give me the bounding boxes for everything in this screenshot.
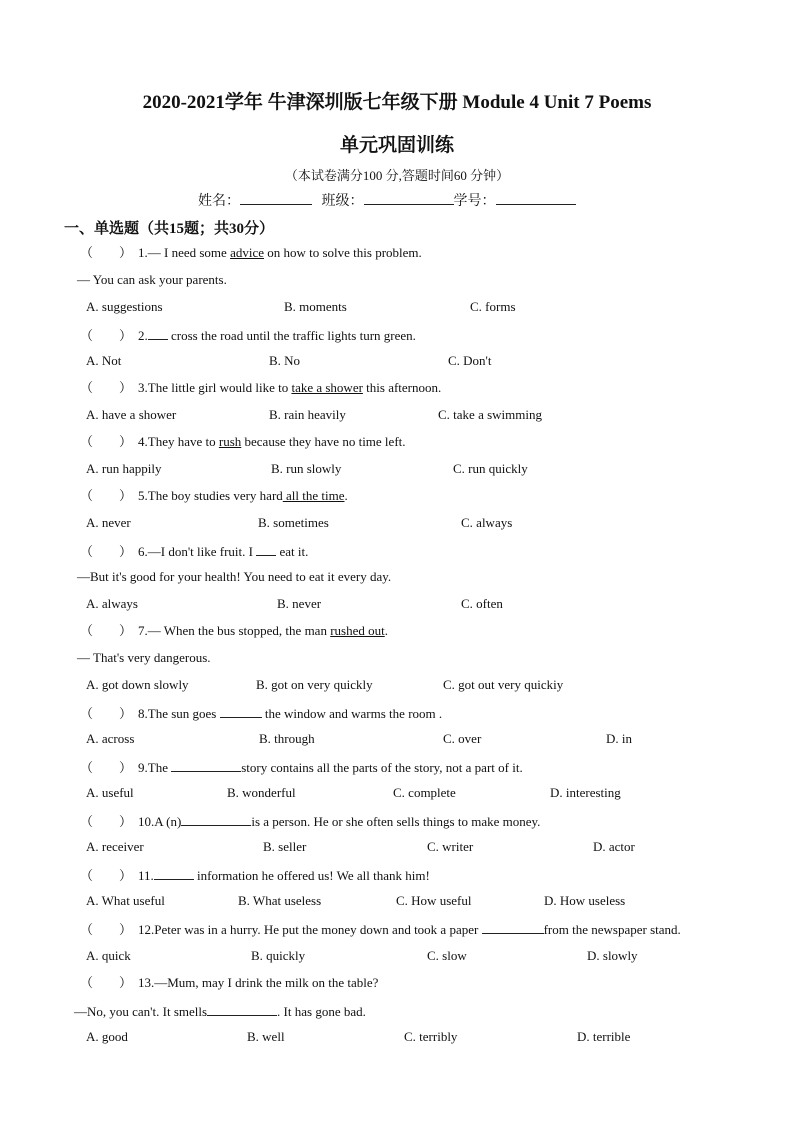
option-d[interactable]: D. terrible bbox=[577, 1029, 631, 1044]
answer-paren[interactable]: （ ） bbox=[80, 623, 133, 638]
question-5: （ ） 5.The boy studies very hard all the time. bbox=[80, 488, 348, 503]
option-b[interactable]: B. moments bbox=[284, 299, 347, 314]
question-9: （ ） 9.The story contains all the parts of the story, not a part of it. bbox=[80, 760, 523, 775]
option-d[interactable]: D. in bbox=[606, 731, 632, 746]
option-d[interactable]: D. interesting bbox=[550, 785, 621, 800]
option-c[interactable]: C. writer bbox=[427, 839, 474, 854]
question-8: （ ） 8.The sun goes the window and warms the room . bbox=[80, 706, 443, 721]
answer-paren[interactable]: （ ） bbox=[80, 975, 133, 990]
option-c[interactable]: C. always bbox=[461, 515, 513, 530]
exam-title-line2: 单元巩固训练 bbox=[339, 135, 454, 156]
option-b[interactable]: B. through bbox=[259, 731, 315, 746]
question-12: （ ） 12.Peter was in a hurry. He put the money down and took a paper from the newspaper stand. bbox=[80, 922, 681, 937]
fill-blank[interactable] bbox=[181, 812, 251, 826]
answer-paren[interactable]: （ ） bbox=[80, 488, 133, 503]
answer-paren[interactable]: （ ） bbox=[80, 544, 133, 559]
option-a[interactable]: A. suggestions bbox=[86, 299, 163, 314]
option-a[interactable]: A. across bbox=[86, 731, 135, 746]
question-13: （ ） 13.—Mum, may I drink the milk on the table? bbox=[80, 975, 379, 990]
question-6-reply: —But it's good for your health! You need to eat it every day. bbox=[77, 569, 392, 584]
option-a[interactable]: A. got down slowly bbox=[86, 677, 189, 692]
exam-title: 2020-2021学年 牛津深圳版七年级下册 Module 4 Unit 7 Poems bbox=[142, 92, 652, 113]
option-a[interactable]: A. What useful bbox=[86, 893, 165, 908]
question-3: （ ） 3.The little girl would like to take a shower this afternoon. bbox=[80, 380, 442, 395]
option-a[interactable]: A. quick bbox=[86, 948, 131, 963]
answer-paren[interactable]: （ ） bbox=[80, 328, 133, 343]
option-c[interactable]: C. run quickly bbox=[453, 461, 528, 476]
option-a[interactable]: A. always bbox=[86, 596, 138, 611]
question-11: （ ） 11. information he offered us! We all thank him! bbox=[80, 868, 430, 883]
option-b[interactable]: B. well bbox=[247, 1029, 285, 1044]
question-1: （ ） 1.— I need some advice on how to solve this problem. bbox=[80, 245, 422, 260]
section-title: 一、单选题（共15题；共30分） bbox=[64, 221, 275, 237]
option-a[interactable]: A. Not bbox=[86, 353, 122, 368]
question-2: （ ） 2. cross the road until the traffic lights turn green. bbox=[80, 328, 416, 343]
student-info bbox=[198, 191, 576, 210]
option-c[interactable]: C. How useful bbox=[396, 893, 472, 908]
option-c[interactable]: C. Don't bbox=[448, 353, 492, 368]
option-c[interactable]: C. take a swimming bbox=[438, 407, 542, 422]
option-b[interactable]: B. What useless bbox=[238, 893, 322, 908]
class-field[interactable] bbox=[364, 191, 454, 205]
option-d[interactable]: D. actor bbox=[593, 839, 635, 854]
answer-paren[interactable]: （ ） bbox=[80, 868, 133, 883]
fill-blank[interactable] bbox=[220, 704, 262, 718]
fill-blank[interactable] bbox=[171, 758, 241, 772]
option-d[interactable]: D. slowly bbox=[587, 948, 638, 963]
option-b[interactable]: B. sometimes bbox=[258, 515, 329, 530]
fill-blank[interactable] bbox=[154, 866, 194, 880]
answer-paren[interactable]: （ ） bbox=[80, 922, 133, 937]
option-c[interactable]: C. often bbox=[461, 596, 503, 611]
option-b[interactable]: B. rain heavily bbox=[269, 407, 346, 422]
question-7-reply: — That's very dangerous. bbox=[77, 650, 211, 665]
fill-blank[interactable] bbox=[148, 326, 168, 340]
name-label: 姓名： bbox=[198, 194, 240, 209]
option-d[interactable]: D. How useless bbox=[544, 893, 626, 908]
option-a[interactable]: A. good bbox=[86, 1029, 128, 1044]
option-b[interactable]: B. quickly bbox=[251, 948, 306, 963]
fill-blank[interactable] bbox=[256, 542, 276, 556]
question-10: （ ） 10.A (n) is a person. He or she often sells things to make money. bbox=[80, 814, 541, 829]
answer-paren[interactable]: （ ） bbox=[80, 760, 133, 775]
answer-paren[interactable]: （ ） bbox=[80, 380, 133, 395]
class-label: 班级： bbox=[321, 194, 364, 209]
fill-blank[interactable] bbox=[482, 920, 544, 934]
option-a[interactable]: A. receiver bbox=[86, 839, 144, 854]
name-field[interactable] bbox=[240, 191, 312, 205]
option-b[interactable]: B. run slowly bbox=[271, 461, 342, 476]
option-b[interactable]: B. No bbox=[269, 353, 301, 368]
question-6: （ ） 6.—I don't like fruit. I eat it. bbox=[80, 544, 309, 559]
question-7: （ ） 7.— When the bus stopped, the man rushed out. bbox=[80, 623, 388, 638]
answer-paren[interactable]: （ ） bbox=[80, 814, 133, 829]
question-13-reply: —No, you can't. It smells . It has gone bad. bbox=[74, 1004, 366, 1019]
fill-blank[interactable] bbox=[207, 1002, 277, 1016]
question-1-reply: — You can ask your parents. bbox=[77, 272, 227, 287]
option-b[interactable]: B. got on very quickly bbox=[256, 677, 373, 692]
option-b[interactable]: B. never bbox=[277, 596, 322, 611]
id-field[interactable] bbox=[496, 191, 576, 205]
option-b[interactable]: B. seller bbox=[263, 839, 307, 854]
option-a[interactable]: A. run happily bbox=[86, 461, 162, 476]
option-c[interactable]: C. terribly bbox=[404, 1029, 458, 1044]
exam-subtitle: （本试卷满分100 分,答题时间60 分钟） bbox=[284, 168, 510, 183]
option-c[interactable]: C. over bbox=[443, 731, 482, 746]
option-c[interactable]: C. got out very quickiy bbox=[443, 677, 564, 692]
option-c[interactable]: C. slow bbox=[427, 948, 467, 963]
option-a[interactable]: A. never bbox=[86, 515, 131, 530]
id-label: 学号： bbox=[453, 194, 496, 209]
option-a[interactable]: A. have a shower bbox=[86, 407, 177, 422]
option-c[interactable]: C. complete bbox=[393, 785, 456, 800]
answer-paren[interactable]: （ ） bbox=[80, 434, 133, 449]
option-b[interactable]: B. wonderful bbox=[227, 785, 296, 800]
question-4: （ ） 4.They have to rush because they have no time left. bbox=[80, 434, 406, 449]
option-a[interactable]: A. useful bbox=[86, 785, 134, 800]
answer-paren[interactable]: （ ） bbox=[80, 706, 133, 721]
option-c[interactable]: C. forms bbox=[470, 299, 516, 314]
answer-paren[interactable]: （ ） bbox=[80, 245, 133, 260]
